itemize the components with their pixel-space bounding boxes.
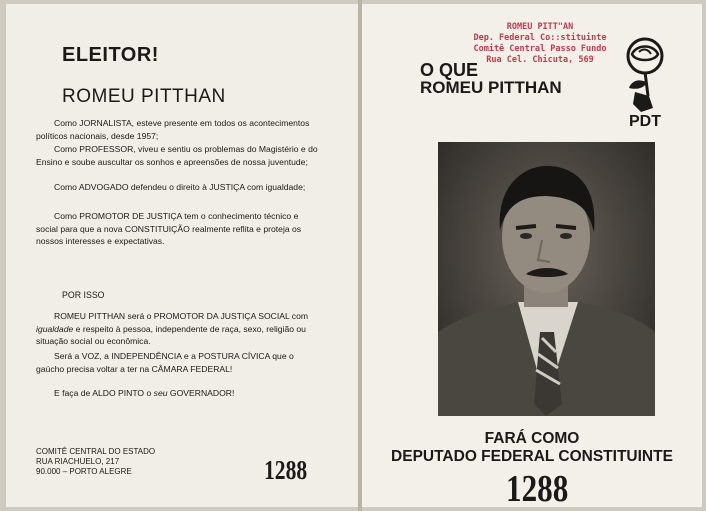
italic-span: seu (153, 388, 168, 398)
text-span: E faça de ALDO PINTO o (54, 388, 154, 398)
stamp-line: Rua Cel. Chicuta, 569 (486, 55, 594, 65)
portrait-image (438, 142, 655, 416)
text-span: ROMEU PITTHAN será o PROMOTOR DA JUSTIÇA SOCIAL com (54, 311, 309, 321)
o-que-heading: O QUE (420, 60, 479, 80)
red-stamp (470, 22, 610, 66)
paragraph-text: Como ADVOGADO defendeu o direito à JUSTIÇA com igualdade; (54, 182, 306, 192)
pdt-rose-logo-icon (615, 34, 675, 130)
address-line: 90.000 – PORTO ALEGRE (36, 467, 132, 476)
paragraph-text (36, 387, 318, 400)
fara-line: DEPUTADO FEDERAL CONSTITUINTE (391, 448, 673, 465)
por-isso-label: POR ISSO (62, 290, 105, 300)
paragraph-advogado (36, 181, 318, 194)
paragraph-text (36, 310, 318, 348)
address-line: RUA RIACHUELO, 217 (36, 457, 120, 466)
fara-line: FARÁ COMO (484, 430, 580, 447)
stamp-line: ROMEU PITT"AN (506, 22, 574, 32)
paragraph-jornalista (36, 117, 318, 142)
paragraph-justica-social (36, 310, 318, 348)
text-span: e respeito à pessoa, independente de raça, sexo, religião ou situação social ou econômica. (36, 323, 306, 346)
stamp-line: Dep. Federal Co::stituinte (473, 33, 607, 43)
paragraph-text: Como PROMOTOR DE JUSTIÇA tem o conhecimento técnico e social para que a nova CONSTITUIÇÃO realmente reflita e proteja os nossos interesses e expectativas. (36, 211, 302, 246)
paragraph-text: Será a VOZ, a INDEPENDÊNCIA e a POSTURA CÍVICA que o gaúcho precisa voltar a ter na CÂMARA FEDERAL! (36, 351, 294, 374)
paragraph-governador (36, 387, 318, 400)
paragraph-text: Como JORNALISTA, esteve presente em todos os acontecimentos políticos nacionais, desde 1957; (36, 118, 310, 141)
candidate-number-left: 1288 (264, 455, 308, 485)
committee-address (36, 447, 155, 477)
address-line: COMITÊ CENTRAL DO ESTADO (36, 447, 156, 456)
fara-como-heading (362, 430, 702, 466)
paragraph-professor (36, 143, 318, 168)
logo-text: PDT (629, 113, 661, 130)
candidate-portrait (438, 142, 655, 416)
candidate-name-right: ROMEU PITTHAN (420, 78, 562, 97)
stamp-line: Comitê Central Passo Fundo (473, 44, 607, 54)
paragraph-text: Como PROFESSOR, viveu e sentiu os problemas do Magistério e do Ensino e soube auscultar os sonhos e apreensões de nossa juventude; (36, 144, 318, 167)
italic-span: igualdade (36, 323, 74, 334)
paragraph-promotor (36, 210, 318, 248)
candidate-name-left: ROMEU PITTHAN (62, 86, 226, 107)
paragraph-voz (36, 350, 318, 375)
text-span: GOVERNADOR! (167, 388, 235, 398)
candidate-number-right: 1288 (506, 468, 569, 510)
heading-eleitor: ELEITOR! (62, 44, 159, 66)
left-panel (6, 4, 358, 507)
